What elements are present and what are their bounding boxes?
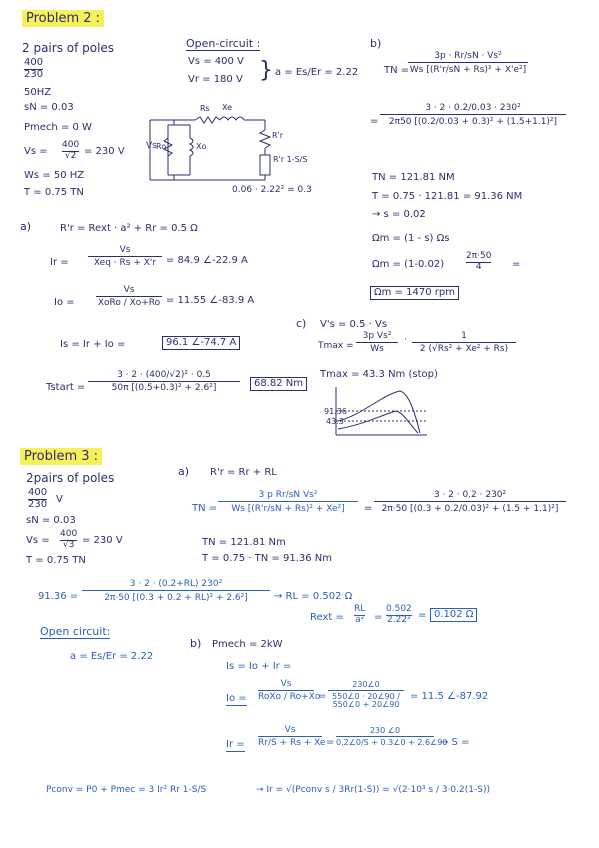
p2-c-tmax-frac2: 1 2 (√Rs² + Xe² + Rs) — [412, 332, 516, 354]
p2-a-io-fraction: Vs XoRo / Xo+Ro — [97, 285, 161, 308]
p2-c-sketch-label-1: 91.36 — [324, 407, 347, 416]
p2-c-tmax-frac1: 3p Vs² Ws — [356, 332, 398, 354]
p3-a-rext-result: 0.102 Ω — [430, 608, 477, 622]
p3-load-torque: T = 0.75 TN — [26, 555, 86, 566]
p2-a-is-label: Is = Ir + Io = — [60, 339, 126, 350]
p2-load-torque: T = 0.75 TN — [24, 187, 84, 198]
p3-b-ir-label: Ir = — [226, 739, 245, 750]
p2-c-tmax-result: Tmax = 43.3 Nm (stop) — [320, 369, 438, 380]
circuit-xo-inductor — [190, 138, 193, 156]
p3-b-is-formula: Is = Io + Ir = — [226, 661, 292, 672]
p3-vs-value: = 230 V — [82, 535, 123, 546]
p2-b-slip: → s = 0.02 — [372, 209, 426, 220]
p3-b-io-equals: = — [318, 691, 327, 702]
p3-a-rotor-resistance: R'r = Rr + RL — [210, 467, 277, 478]
p2-b-rated-torque: TN = 121.81 NM — [372, 172, 455, 183]
p2-a-tstart-label: Tstart = — [46, 382, 86, 393]
p3-part-a-label: a) — [178, 465, 190, 478]
p3-pole-pairs: 2pairs of poles — [26, 471, 115, 485]
p2-part-b-label: b) — [370, 37, 382, 50]
p3-voltage-ratio: 400 230 — [28, 487, 48, 510]
p2-part-a-label: a) — [20, 220, 32, 233]
p3-rated-slip: sN = 0.03 — [26, 515, 76, 526]
circuit-label-xo: Xo — [196, 142, 207, 151]
p3-b-ir-fraction: Vs Rr/S + Rs + Xe — [258, 725, 326, 748]
p3-a-equals: = — [364, 503, 373, 514]
p2-b-omega-sub: Ωm = (1-0.02) — [372, 259, 445, 270]
circuit-label-rs: Rs — [200, 104, 210, 113]
p2-turns-ratio: a = Es/Er = 2.22 — [275, 67, 359, 78]
p3-b-io-label: Io = — [226, 693, 247, 704]
circuit-label-xe: Xe — [222, 103, 233, 112]
p2-vs-value: = 230 V — [84, 146, 125, 157]
p2-oc-brace: } — [259, 58, 273, 83]
p2-oc-vs: Vs = 400 V — [188, 56, 244, 67]
sketch-curve-reduced — [338, 411, 418, 433]
p2-a-is-result: 96.1 ∠-74.7 A — [162, 336, 240, 350]
p2-c-sketch-label-2: 43.3 — [326, 417, 344, 426]
p2-c-tmax-label: Tmax = — [318, 341, 354, 351]
p2-c-times: · — [404, 335, 407, 345]
circuit-rs-resistor — [195, 117, 220, 123]
circuit-label-ro: Ro — [156, 142, 167, 151]
p3-a-rated-torque: TN = 121.81 Nm — [202, 537, 286, 548]
p3-a-tn-label: TN = — [192, 503, 218, 514]
p2-synchronous-speed: Ws = 50 HZ — [24, 170, 85, 181]
p2-vs-label: Vs = — [24, 146, 48, 157]
problem-3-title: Problem 3 : — [20, 448, 102, 465]
p2-a-ir-result: = 84.9 ∠-22.9 A — [166, 255, 248, 266]
p3-a-rext-equals-2: = — [418, 610, 427, 621]
p3-open-circuit-title: Open circuit: — [40, 625, 111, 638]
p2-b-tn-label: TN = — [384, 65, 410, 76]
p2-b-numeric-fraction: 3 · 2 · 0.2/0.03 · 230² 2π50 [(0.2/0.03 + 0.3)² + (1.5+1.1)²] — [380, 104, 566, 127]
p3-a-rl-result: → RL = 0.502 Ω — [274, 591, 353, 602]
p3-part-b-label: b) — [190, 637, 202, 650]
p2-a-ir-label: Ir = — [50, 257, 69, 268]
circuit-label-load: R'r 1-S/S — [273, 155, 308, 164]
p3-b-ir-numeric: 230 ∠0 0.2∠0/S + 0.3∠0 + 2.6∠90 — [336, 726, 448, 747]
p3-b-io-numeric: 230∠0 550∠0 · 20∠90 / 550∠0 + 20∠90 — [328, 681, 404, 709]
p2-a-tstart-result: 68.82 Nm — [250, 377, 307, 391]
circuit-load-resistor — [260, 155, 270, 175]
p2-a-rotor-resistance: R'r = Rext · a² + Rr = 0.5 Ω — [60, 223, 198, 234]
p2-oc-vr: Vr = 180 V — [188, 74, 243, 85]
p3-a-rext-numeric: 0.502 2.22² — [386, 604, 412, 625]
circuit-label-vs: Vs — [146, 141, 157, 151]
p3-b-io-fraction: Vs RoXo / Ro+Xo — [258, 679, 321, 702]
p3-b-pmech: Pmech = 2kW — [212, 639, 283, 650]
p3-a-rext-label: Rext = — [310, 612, 344, 623]
p2-a-io-result: = 11.55 ∠-83.9 A — [166, 295, 255, 306]
p2-a-ir-fraction: Vs Xeq · Rs + X'r — [88, 246, 162, 268]
p3-b-ir-equals: = — [326, 737, 335, 748]
p2-open-circuit-title: Open-circuit : — [186, 37, 261, 50]
p3-oc-turns-ratio: a = Es/Er = 2.22 — [70, 651, 154, 662]
p2-rated-slip: sN = 0.03 — [24, 102, 74, 113]
p3-a-tn-numeric: 3 · 2 · 0.2 · 230² 2π·50 [(0.3 + 0.2/0.03)² + (1.5 + 1.1)²] — [374, 491, 566, 514]
p2-pole-pairs: 2 pairs of poles — [22, 41, 115, 55]
p3-a-tn-fraction: 3 p Rr/sN Vs² Ws [(R'r/sN + Rs)² + Xe²] — [218, 491, 358, 514]
p2-b-omega-equals: = — [512, 259, 521, 270]
p2-b-omega-fraction: 2π·50 4 — [466, 251, 492, 272]
p3-a-rext-fraction: RL a² — [354, 604, 366, 625]
p2-part-c-label: c) — [296, 317, 307, 330]
p2-pmech: Pmech = 0 W — [24, 122, 92, 133]
p2-b-tn-fraction: 3p · Rr/sN · Vs² Ws [(R'r/sN + Rs)² + X'e²] — [409, 51, 527, 75]
p2-voltage-ratio: 400 230 — [24, 57, 44, 80]
circuit-xe-inductor — [220, 117, 244, 120]
p2-a-io-label: Io = — [54, 297, 75, 308]
p3-vs-fraction: 400 √3 — [60, 529, 78, 550]
p3-a-load-torque: T = 0.75 · TN = 91.36 Nm — [202, 553, 332, 564]
p2-b-equals: = — [370, 116, 379, 127]
p3-b-ir-expression: → Ir = √(Pconv s / 3Rr(1-S)) = √(2·10³ s / 3·0.2(1-S)) — [256, 785, 490, 795]
p3-b-pconv-formula: Pconv = P0 + Pmec = 3 Ir² Rr 1-S/S — [46, 785, 207, 795]
p2-frequency: 50HZ — [24, 87, 52, 98]
p3-voltage-unit: V — [56, 494, 63, 505]
p3-b-io-result: = 11.5 ∠-87.92 — [410, 691, 489, 702]
p2-vs-fraction: 400 √2 — [62, 140, 80, 161]
p2-b-omega-result: Ωm = 1470 rpm — [370, 286, 459, 300]
p2-c-voltage: V's = 0.5 · Vs — [320, 319, 388, 330]
p3-a-rl-label: 91.36 = — [38, 591, 79, 602]
p3-a-rext-equals: = — [374, 612, 383, 623]
p3-b-ir-result: → S = — [440, 737, 470, 748]
circuit-rr-resistor — [260, 130, 270, 148]
circuit-note: 0.06 · 2.22² = 0.3 — [232, 185, 312, 195]
circuit-label-rr: R'r — [272, 131, 284, 140]
p2-a-tstart-fraction: 3 · 2 · (400/√2)² · 0.5 50π [(0.5+0.3)² + 2.6²] — [88, 371, 240, 393]
p2-b-load-torque: T = 0.75 · 121.81 = 91.36 NM — [372, 191, 523, 202]
p3-a-rl-fraction: 3 · 2 · (0.2+RL) 230² 2π·50 [(0.3 + 0.2 + RL)² + 2.6²] — [82, 580, 270, 603]
p2-b-omega-formula: Ωm = (1 - s) Ωs — [372, 233, 450, 244]
problem-2-title: Problem 2 : — [22, 10, 104, 27]
p3-vs-label: Vs = — [26, 535, 50, 546]
